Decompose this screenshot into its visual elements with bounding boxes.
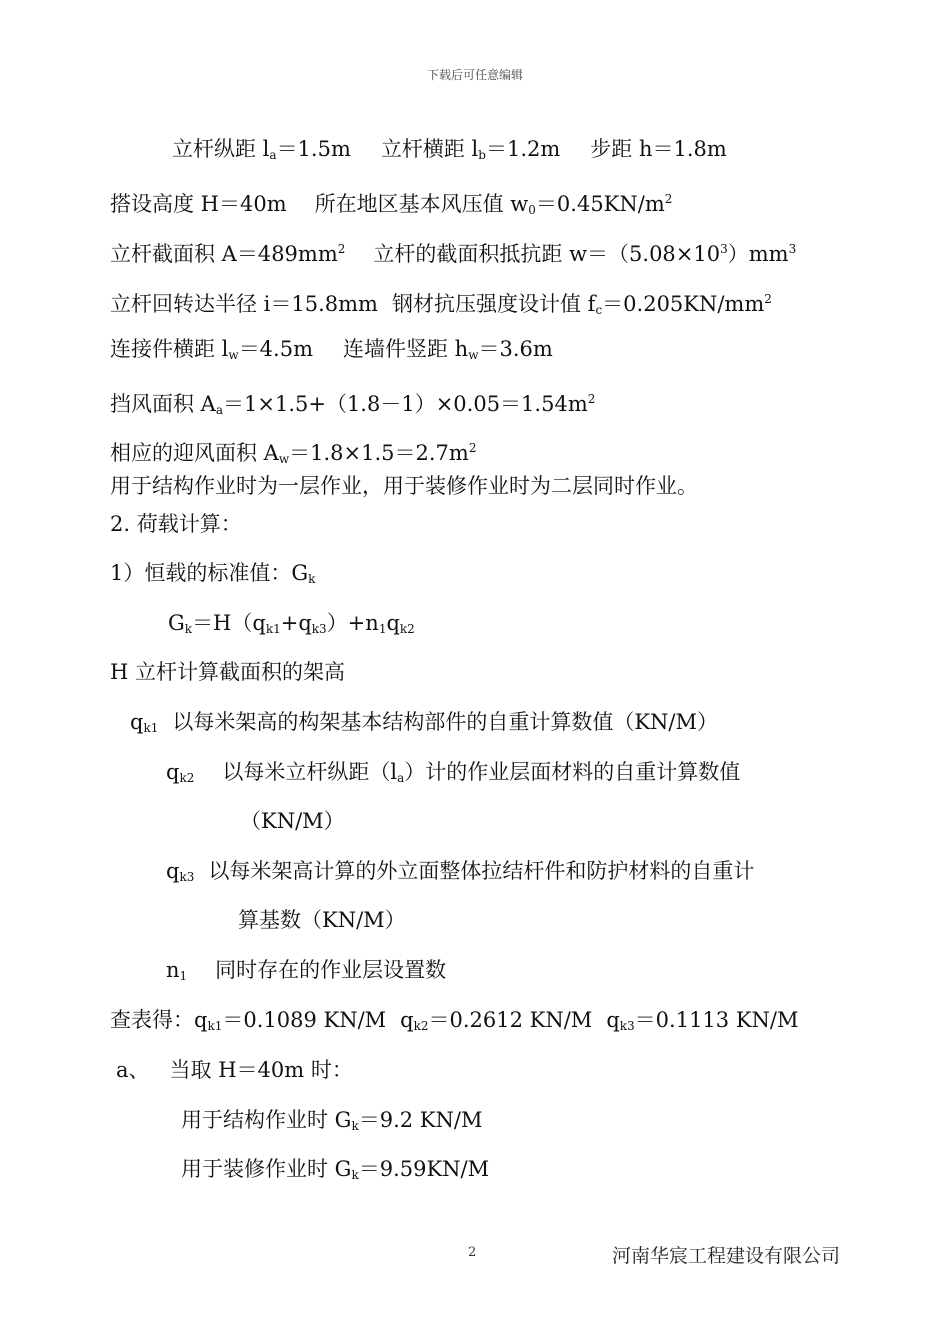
subscript: w	[278, 452, 290, 466]
text: 用于结构作业时 G	[181, 1108, 352, 1132]
subscript: w	[468, 348, 479, 362]
param-line-section	[110, 235, 796, 268]
text: 所在地区基本风压值 w	[314, 192, 529, 216]
subscript: k	[184, 622, 193, 636]
subscript: k3	[619, 1019, 635, 1033]
text: ＝3.6m	[478, 337, 553, 361]
subscript: k1	[143, 721, 159, 735]
text: q	[166, 859, 180, 883]
subscript: k2	[179, 771, 195, 785]
subscript: k2	[413, 1019, 429, 1033]
text: ＝0.2612 KN/M	[428, 1008, 593, 1032]
subscript: k3	[311, 622, 327, 636]
param-line-spacing	[172, 135, 727, 169]
subscript: k	[308, 572, 316, 586]
text: 以每米架高计算的外立面整体拉结杆件和防护材料的自重计	[208, 859, 755, 883]
text: 立杆的截面积抵抗距 w＝（5.08×10	[373, 242, 721, 266]
superscript: 2	[764, 292, 772, 306]
text: ＝1×1.5+（1.8－1）×0.05＝1.54m	[223, 392, 588, 416]
text: ＝1.5m	[276, 137, 351, 161]
text: ＝H（q	[192, 611, 266, 635]
result-structural	[181, 1106, 482, 1140]
text: 相应的迎风面积 A	[110, 441, 279, 465]
subscript: k1	[207, 1019, 223, 1033]
subscript: a	[397, 771, 405, 785]
subscript: a	[215, 403, 223, 417]
definition-qk3-unit: 算基数（KN/M）	[238, 908, 406, 932]
text: 立杆回转达半径 i＝15.8mm	[110, 292, 378, 316]
subheading-dead-load	[110, 559, 315, 593]
text: ＝9.2 KN/M	[358, 1108, 483, 1132]
superscript: 2	[587, 392, 596, 406]
subscript: k	[351, 1168, 359, 1182]
text: 立杆横距 l	[380, 137, 479, 161]
text: 搭设高度 H＝40m	[110, 192, 287, 216]
superscript: 2	[337, 242, 346, 256]
header-watermark: 下载后可任意编辑	[426, 68, 523, 82]
text: ＝9.59KN/M	[358, 1157, 490, 1181]
text: 步距 h＝1.8m	[590, 137, 727, 161]
subscript: 1	[378, 622, 387, 636]
text: 挡风面积 A	[110, 392, 216, 416]
definition-qk2-unit: （KN/M）	[240, 809, 345, 833]
text: ＝1.8×1.5＝2.7m	[289, 441, 469, 465]
text: ＝0.1089 KN/M	[222, 1008, 387, 1032]
text: 查表得：q	[110, 1008, 208, 1032]
subscript: k3	[179, 870, 195, 884]
result-decoration	[181, 1155, 489, 1189]
note-work-layers: 用于结构作业时为一层作业，用于装修作业时为二层同时作业。	[110, 474, 698, 498]
text: G	[168, 611, 185, 635]
text: 连接件横距 l	[110, 337, 229, 361]
subscript: a	[269, 148, 277, 162]
definition-n1	[166, 956, 446, 990]
definition-h: H 立杆计算截面积的架高	[110, 660, 345, 684]
text: q	[400, 1008, 414, 1032]
subscript: c	[595, 303, 603, 317]
subscript: 1	[179, 969, 188, 983]
superscript: 2	[468, 441, 477, 455]
superscript: 2	[664, 192, 673, 206]
text: 用于装修作业时 G	[181, 1157, 352, 1181]
subscript: k2	[399, 622, 415, 636]
text: +q	[280, 611, 312, 635]
text: ＝4.5m	[238, 337, 313, 361]
page-number: 2	[468, 1245, 477, 1260]
subscript: k1	[265, 622, 281, 636]
text: ）计的作业层面材料的自重计算数值	[404, 760, 741, 784]
text: q	[130, 710, 144, 734]
text: q	[386, 611, 400, 635]
definition-qk1	[130, 708, 718, 742]
formula-gk	[168, 609, 415, 643]
param-line-connector	[110, 335, 553, 369]
case-a-heading: a、 当取 H＝40m 时：	[116, 1058, 353, 1082]
param-line-facing-area	[110, 434, 476, 473]
text: ＝0.45KN/m	[535, 192, 665, 216]
param-line-height-wind	[110, 185, 672, 224]
text: 以每米架高的构架基本结构部件的自重计算数值（KN/M）	[172, 710, 718, 734]
text: q	[166, 760, 180, 784]
text: ＝0.1113 KN/M	[634, 1008, 799, 1032]
text: 同时存在的作业层设置数	[215, 958, 447, 982]
definition-qk3	[166, 857, 754, 891]
subscript: b	[478, 148, 486, 162]
superscript: 3	[720, 242, 728, 256]
text: n	[166, 958, 180, 982]
subscript: 0	[528, 203, 536, 217]
text: ）+n	[326, 611, 379, 635]
subscript: w	[228, 348, 239, 362]
text: 钢材抗压强度设计值 f	[391, 292, 596, 316]
superscript: 3	[788, 242, 797, 256]
text: ＝1.2m	[485, 137, 561, 161]
text: 立杆截面积 A＝489mm	[110, 242, 338, 266]
definition-qk2	[166, 758, 740, 792]
table-lookup-values	[110, 1006, 798, 1040]
subscript: k	[351, 1119, 359, 1133]
section-heading-load: 2. 荷载计算：	[110, 512, 242, 536]
text: ＝0.205KN/mm	[602, 292, 765, 316]
text: 1）恒载的标准值：G	[110, 561, 309, 585]
text: 立杆纵距 l	[172, 137, 270, 161]
text: q	[606, 1008, 620, 1032]
text: ）mm	[727, 242, 789, 266]
footer-company: 河南华宸工程建设有限公司	[612, 1245, 841, 1267]
param-line-wind-area	[110, 385, 595, 424]
param-line-radius	[110, 285, 772, 324]
text: 连墙件竖距 h	[343, 337, 469, 361]
text: 以每米立杆纵距（l	[222, 760, 398, 784]
